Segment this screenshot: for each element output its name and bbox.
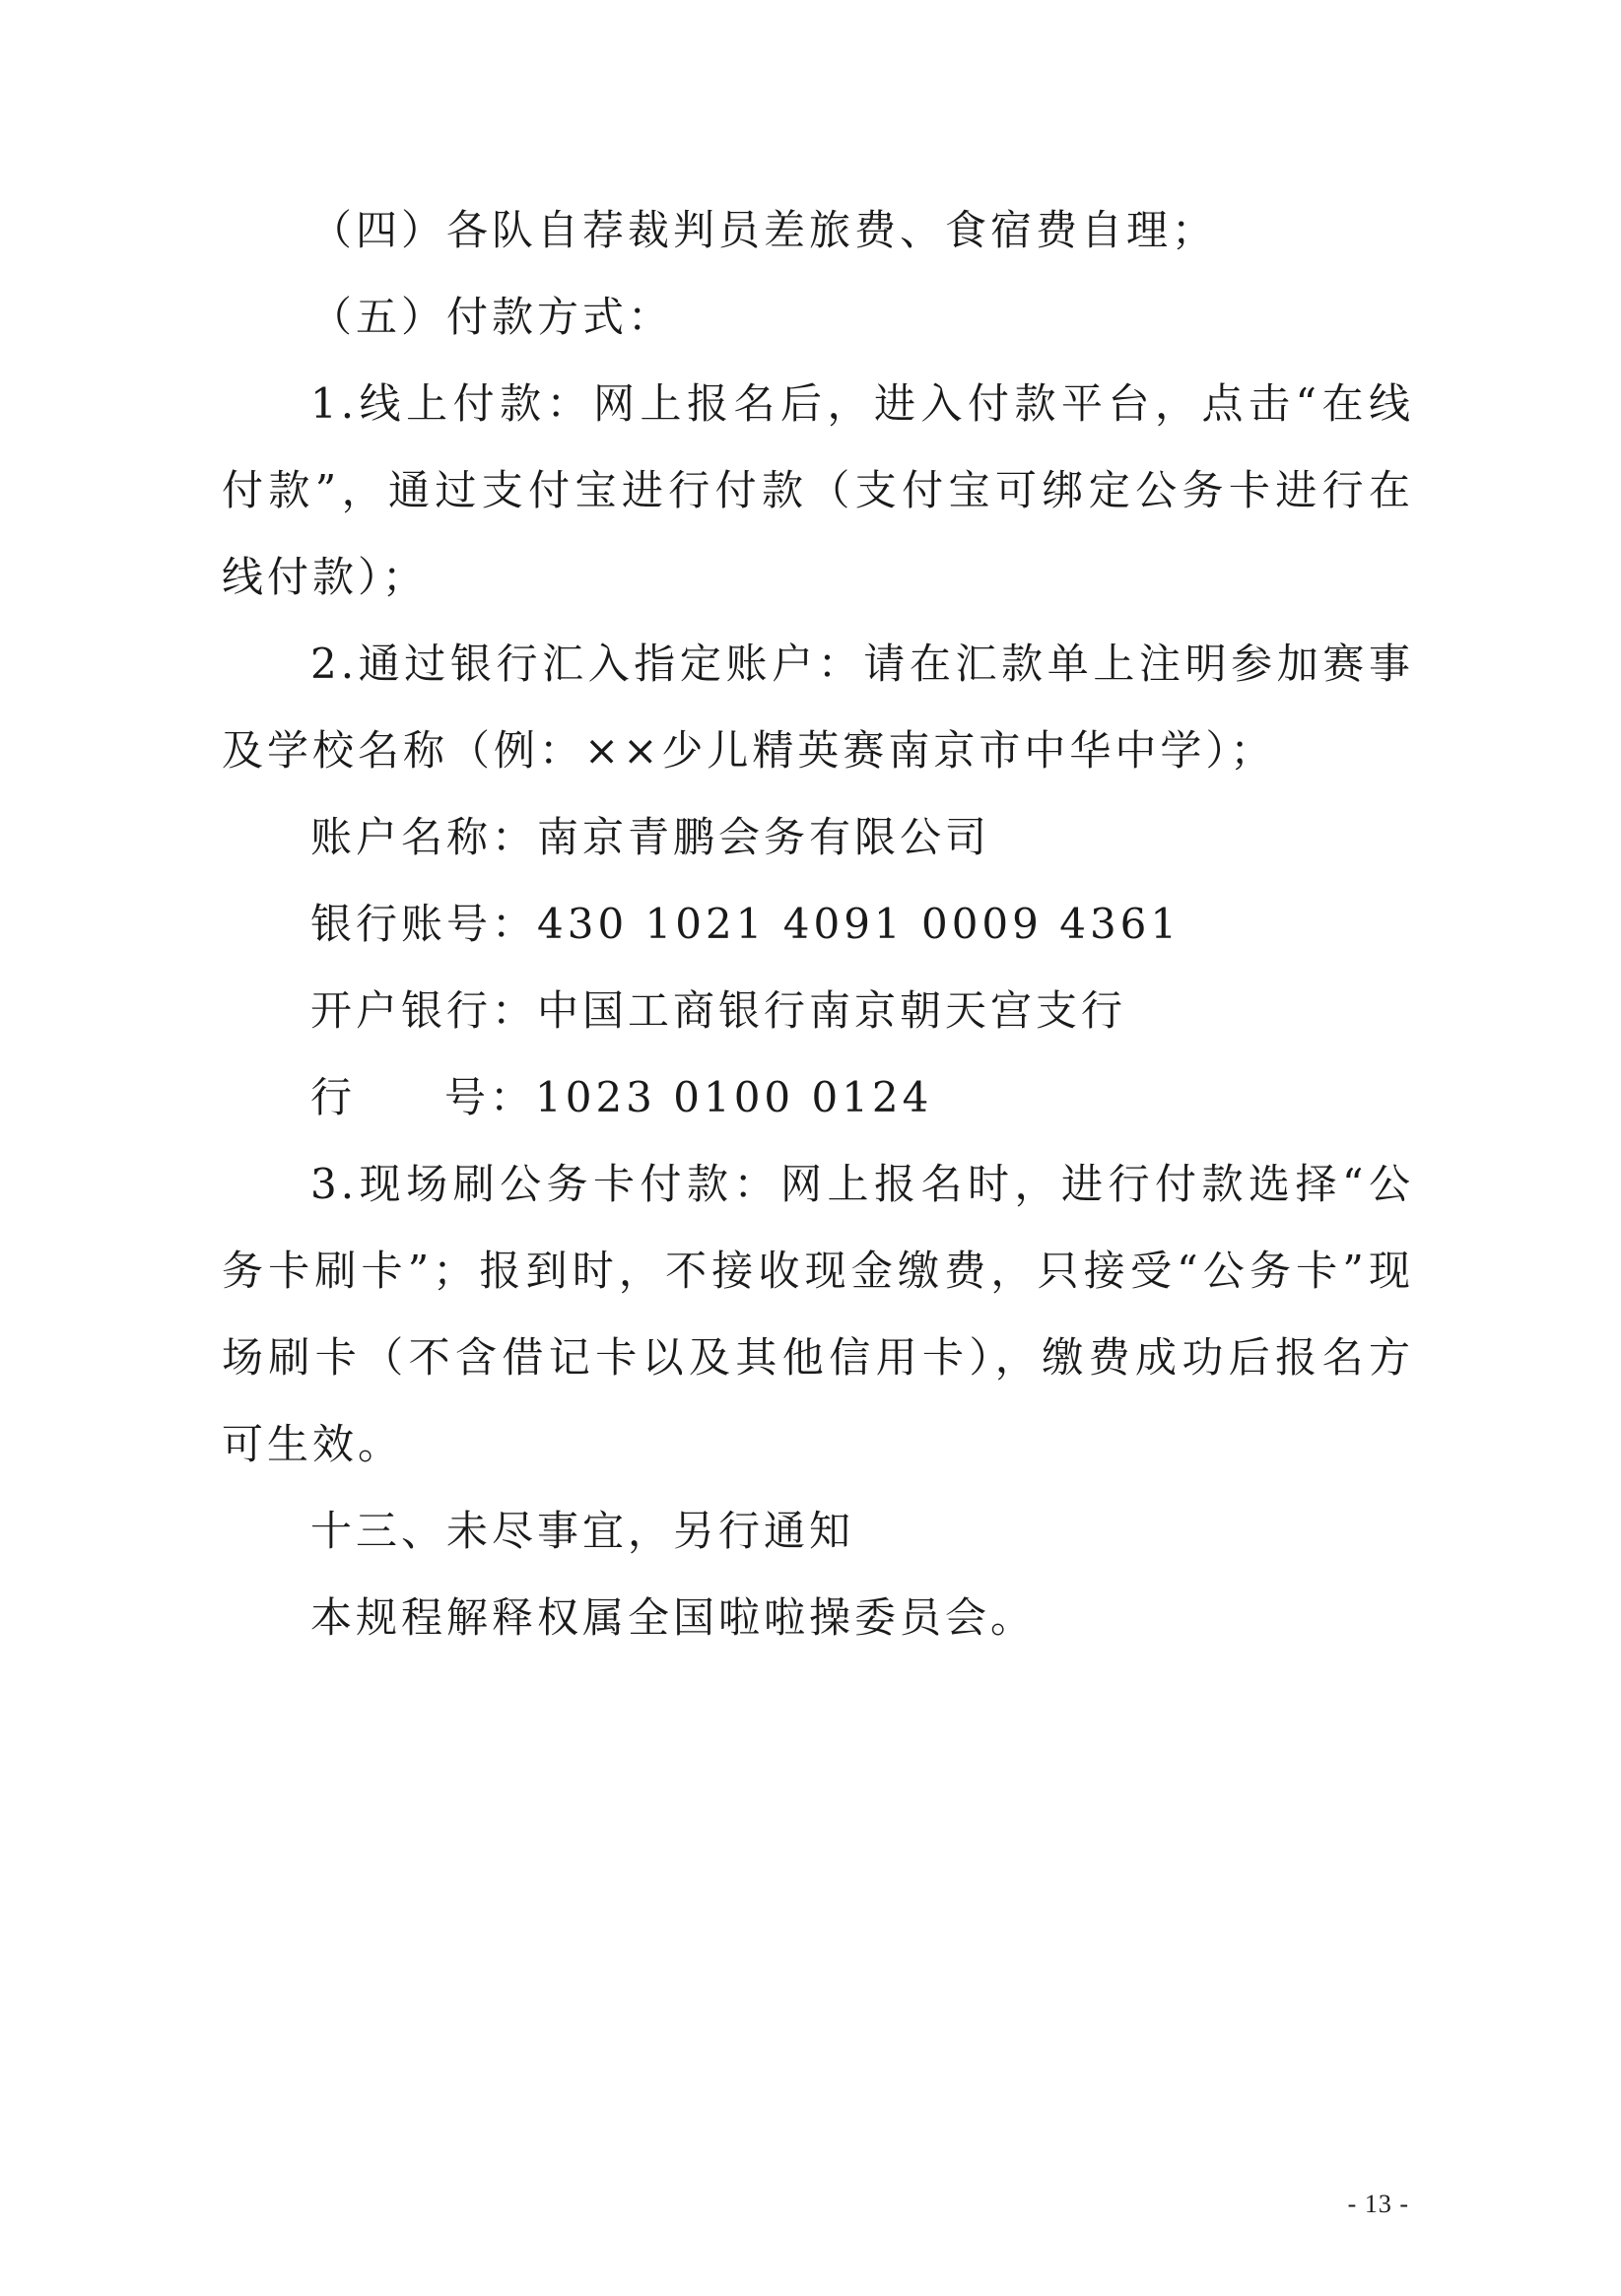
paragraph-interpretation-rights: 本规程解释权属全国啦啦操委员会。 <box>310 1593 1037 1642</box>
account-name-line: 账户名称：南京青鹏会务有限公司 <box>310 813 991 861</box>
paragraph-card-payment: 3.现场刷公务卡付款：网上报名时，进行付款选择“公务卡刷卡”；报到时，不接收现金缴费，只接受“公务卡”现场刷卡（不含借记卡以及其他信用卡），缴费成功后报名方可生效。 <box>222 1160 1414 1468</box>
opening-bank-line: 开户银行：中国工商银行南京朝天宫支行 <box>310 986 1127 1035</box>
paragraph-bank-transfer: 2.通过银行汇入指定账户：请在汇款单上注明参加赛事及学校名称（例：××少儿精英赛南京市中华中学）； <box>222 640 1414 775</box>
bank-code-value: 号：1023 0100 0124 <box>444 1073 933 1121</box>
account-number-line: 银行账号：430 1021 4091 0009 4361 <box>310 900 1182 948</box>
paragraph-online-payment: 1.线上付款：网上报名后，进入付款平台，点击“在线付款”，通过支付宝进行付款（支付宝可绑定公务卡进行在线付款）； <box>222 379 1414 601</box>
bank-code-line <box>222 1054 1414 1141</box>
paragraph-payment-method-heading: （五）付款方式： <box>310 293 674 341</box>
page-number: - 13 - <box>1347 2190 1409 2218</box>
section-thirteen-heading: 十三、未尽事宜，另行通知 <box>310 1507 855 1555</box>
document-body <box>222 187 1414 1661</box>
paragraph-referee-expenses: （四）各队自荐裁判员差旅费、食宿费自理； <box>310 206 1218 254</box>
bank-code-prefix: 行 <box>310 1073 357 1121</box>
